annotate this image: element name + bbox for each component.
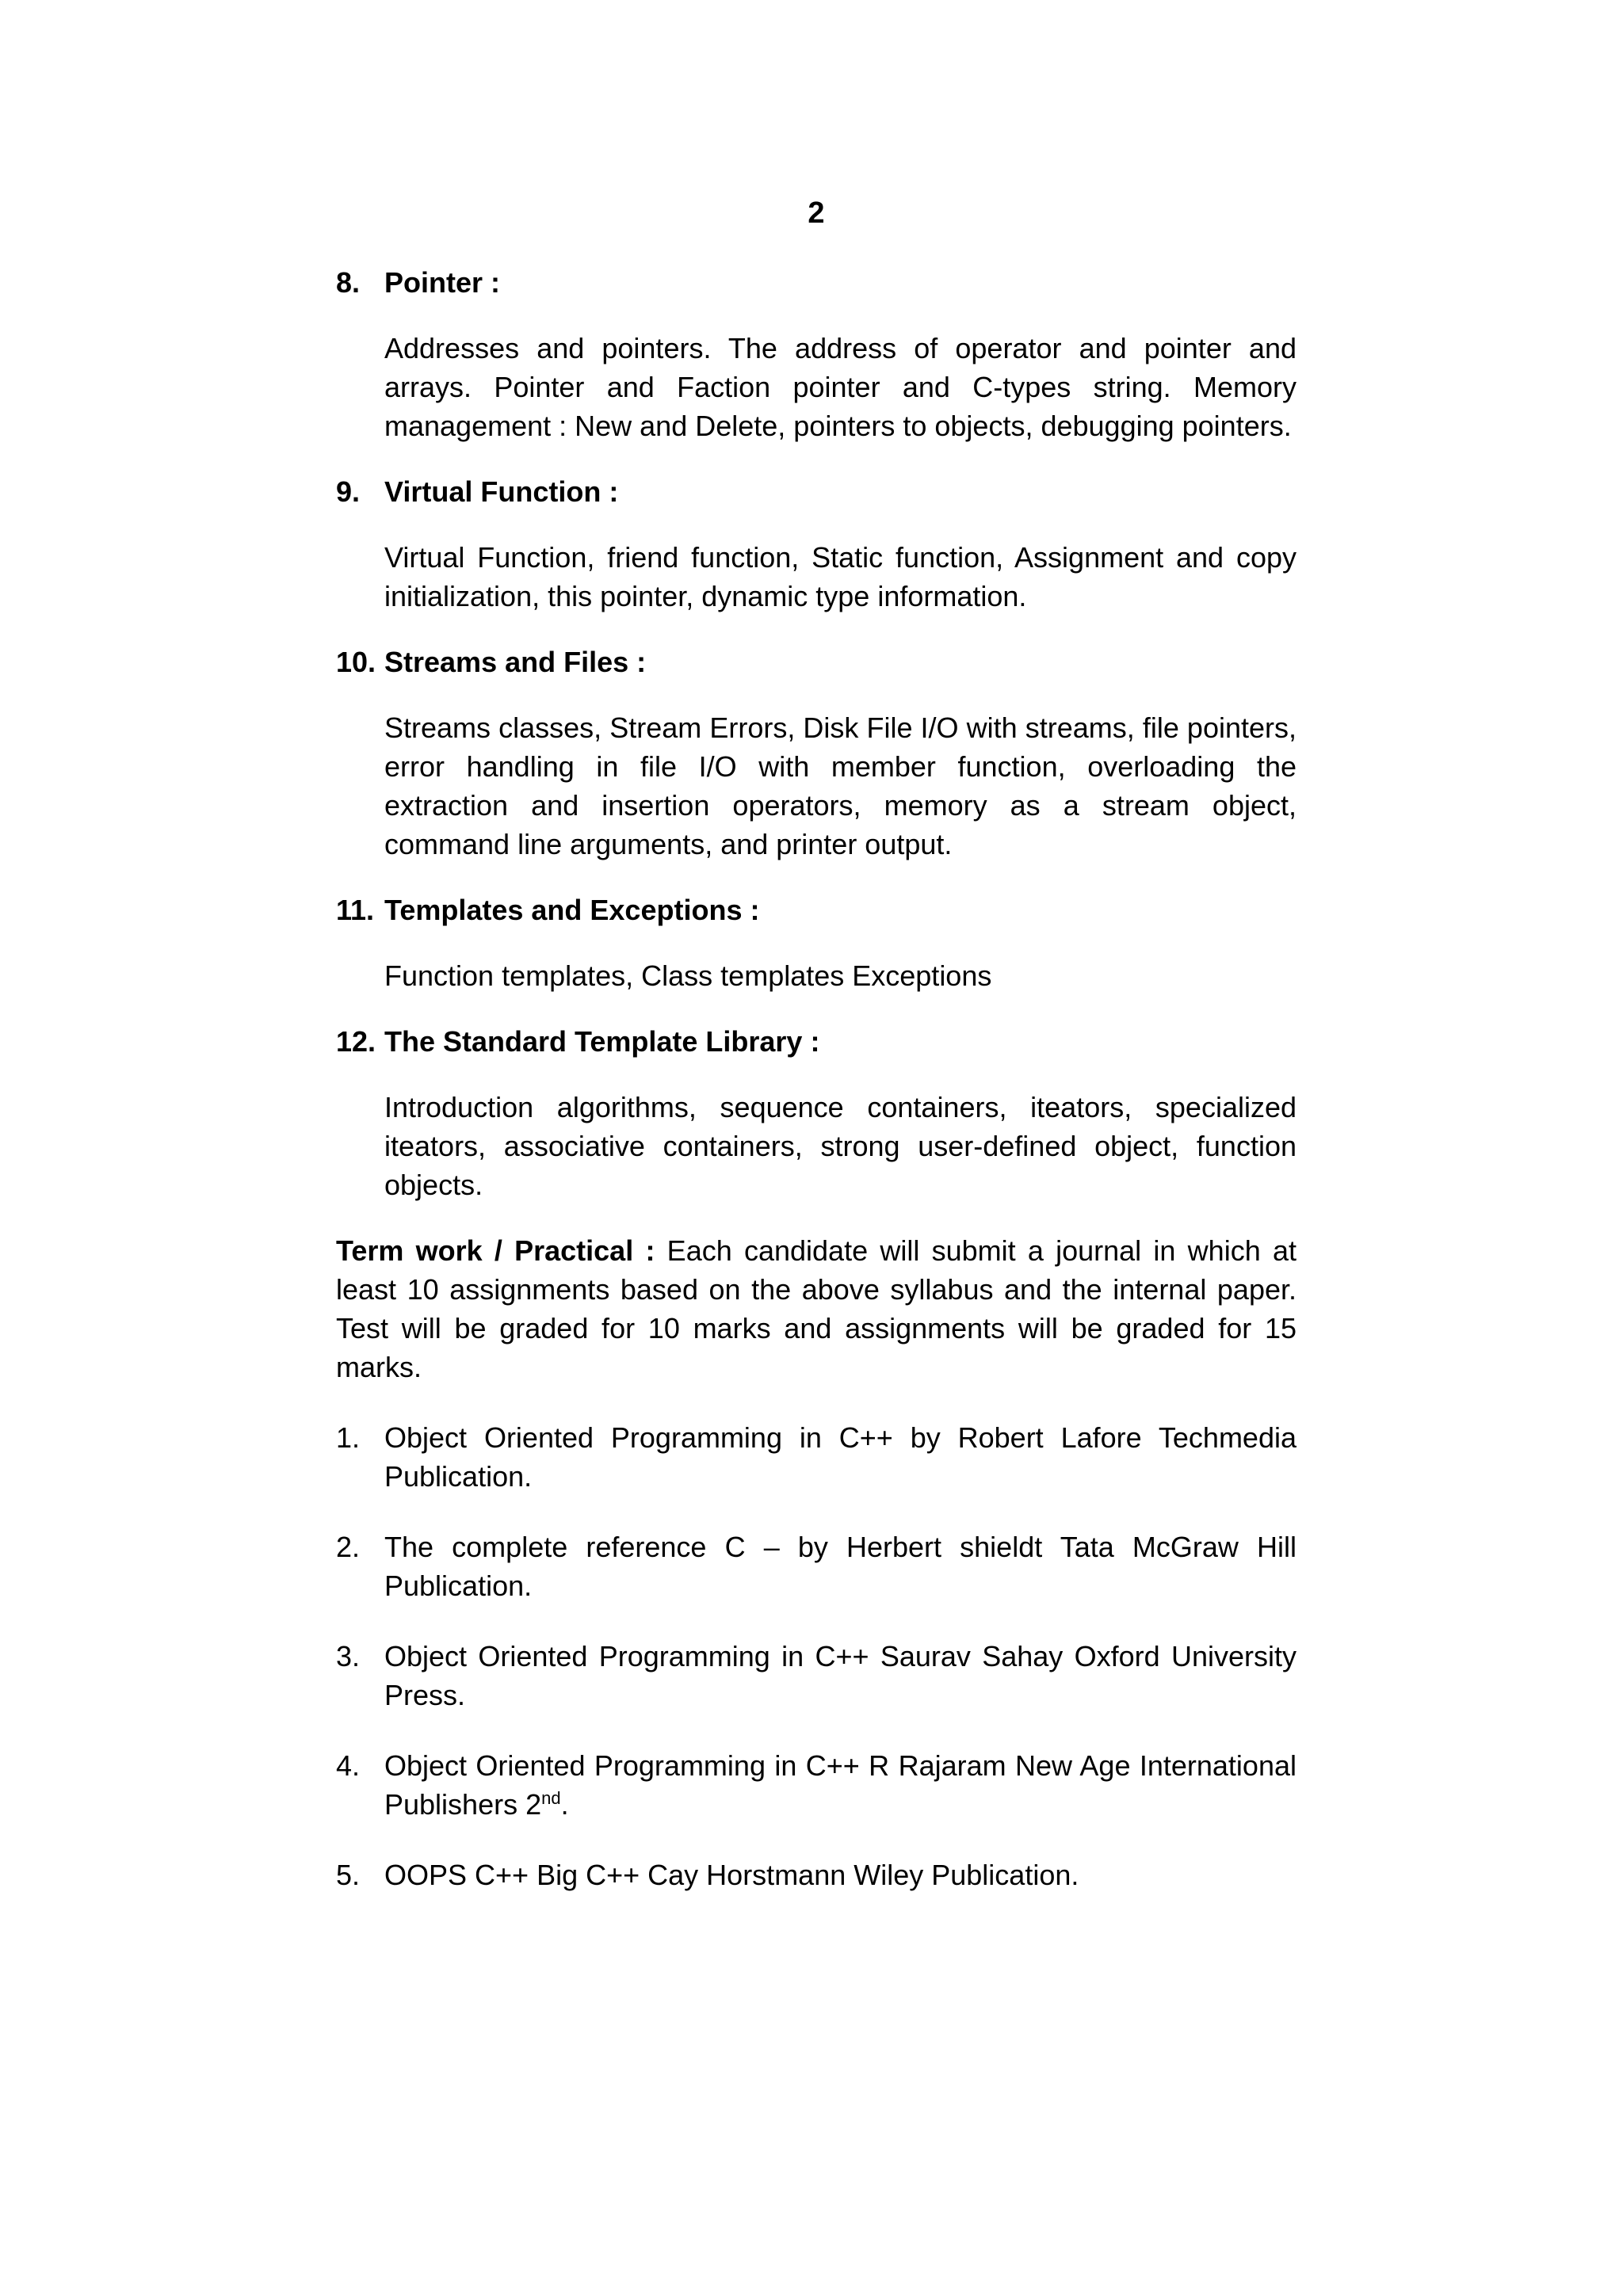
- reference-item: [336, 1855, 1296, 1894]
- reference-number: 2.: [336, 1531, 361, 1563]
- reference-text: Object Oriented Programming in C++ Saurav Sahay Oxford University Press.: [384, 1640, 1296, 1711]
- section-heading: [336, 472, 1296, 511]
- section-body: Virtual Function, friend function, Static function, Assignment and copy initialization, this pointer, dynamic type information.: [384, 541, 1296, 612]
- reference-text: Object Oriented Programming in C++ R Rajaram New Age International Publishers 2: [384, 1749, 1296, 1821]
- page-number: 2: [808, 196, 825, 230]
- section-standard-template-library: [336, 1022, 1296, 1204]
- section-title: Streams and Files :: [384, 646, 647, 678]
- reference-text: The complete reference C – by Herbert shieldt Tata McGraw Hill Publication.: [384, 1531, 1296, 1602]
- syllabus-content: [336, 263, 1296, 1926]
- section-body: Addresses and pointers. The address of operator and pointer and arrays. Pointer and Faction pointer and C-types string. Memory management : New and Delete, pointers to objects, debugging pointers.: [384, 332, 1296, 442]
- reference-number: 4.: [336, 1749, 361, 1782]
- section-body: Streams classes, Stream Errors, Disk File I/O with streams, file pointers, error handling in file I/O with member function, overloading the extraction and insertion operators, memory as a stream object, command line arguments, and printer output.: [384, 711, 1296, 860]
- section-heading: [336, 643, 1296, 681]
- section-heading: [336, 1022, 1296, 1061]
- section-virtual-function: [336, 472, 1296, 616]
- reference-text-container: [384, 1746, 1296, 1824]
- reference-item: [336, 1637, 1296, 1714]
- reference-superscript: nd: [541, 1788, 561, 1808]
- section-number: 10.: [336, 646, 376, 678]
- reference-item: [336, 1527, 1296, 1605]
- section-templates-and-exceptions: [336, 891, 1296, 995]
- reference-list: [336, 1418, 1296, 1894]
- section-pointer: [336, 263, 1296, 445]
- section-title: Pointer :: [384, 266, 501, 299]
- reference-number: 1.: [336, 1421, 361, 1454]
- section-body: Introduction algorithms, sequence containers, iteators, specialized iteators, associative containers, strong user-defined object, function objects.: [384, 1091, 1296, 1201]
- section-number: 11.: [336, 894, 375, 926]
- term-work-paragraph: [336, 1231, 1296, 1386]
- reference-text: Object Oriented Programming in C++ by Robert Lafore Techmedia Publication.: [384, 1421, 1296, 1493]
- section-body: Function templates, Class templates Exceptions: [384, 959, 992, 992]
- section-streams-and-files: [336, 643, 1296, 864]
- section-number: 12.: [336, 1025, 376, 1058]
- reference-item: [336, 1418, 1296, 1496]
- reference-text: OOPS C++ Big C++ Cay Horstmann Wiley Publication.: [384, 1859, 1079, 1891]
- section-heading: [336, 891, 1296, 929]
- section-title: The Standard Template Library :: [384, 1025, 820, 1058]
- reference-number: 3.: [336, 1640, 361, 1672]
- term-work-label: Term work / Practical :: [336, 1234, 655, 1267]
- reference-item: [336, 1746, 1296, 1824]
- section-title: Templates and Exceptions :: [384, 894, 760, 926]
- term-work-text: Each candidate will submit a journal in which at least 10 assignments based on the above syllabus and the internal paper. Test will be graded for 10 marks and assignments will be graded for 15 marks.: [336, 1234, 1296, 1383]
- section-number: 8.: [336, 266, 361, 299]
- section-number: 9.: [336, 475, 361, 508]
- reference-suffix: .: [560, 1788, 569, 1821]
- reference-number: 5.: [336, 1859, 361, 1891]
- section-title: Virtual Function :: [384, 475, 619, 508]
- section-heading: [336, 263, 1296, 302]
